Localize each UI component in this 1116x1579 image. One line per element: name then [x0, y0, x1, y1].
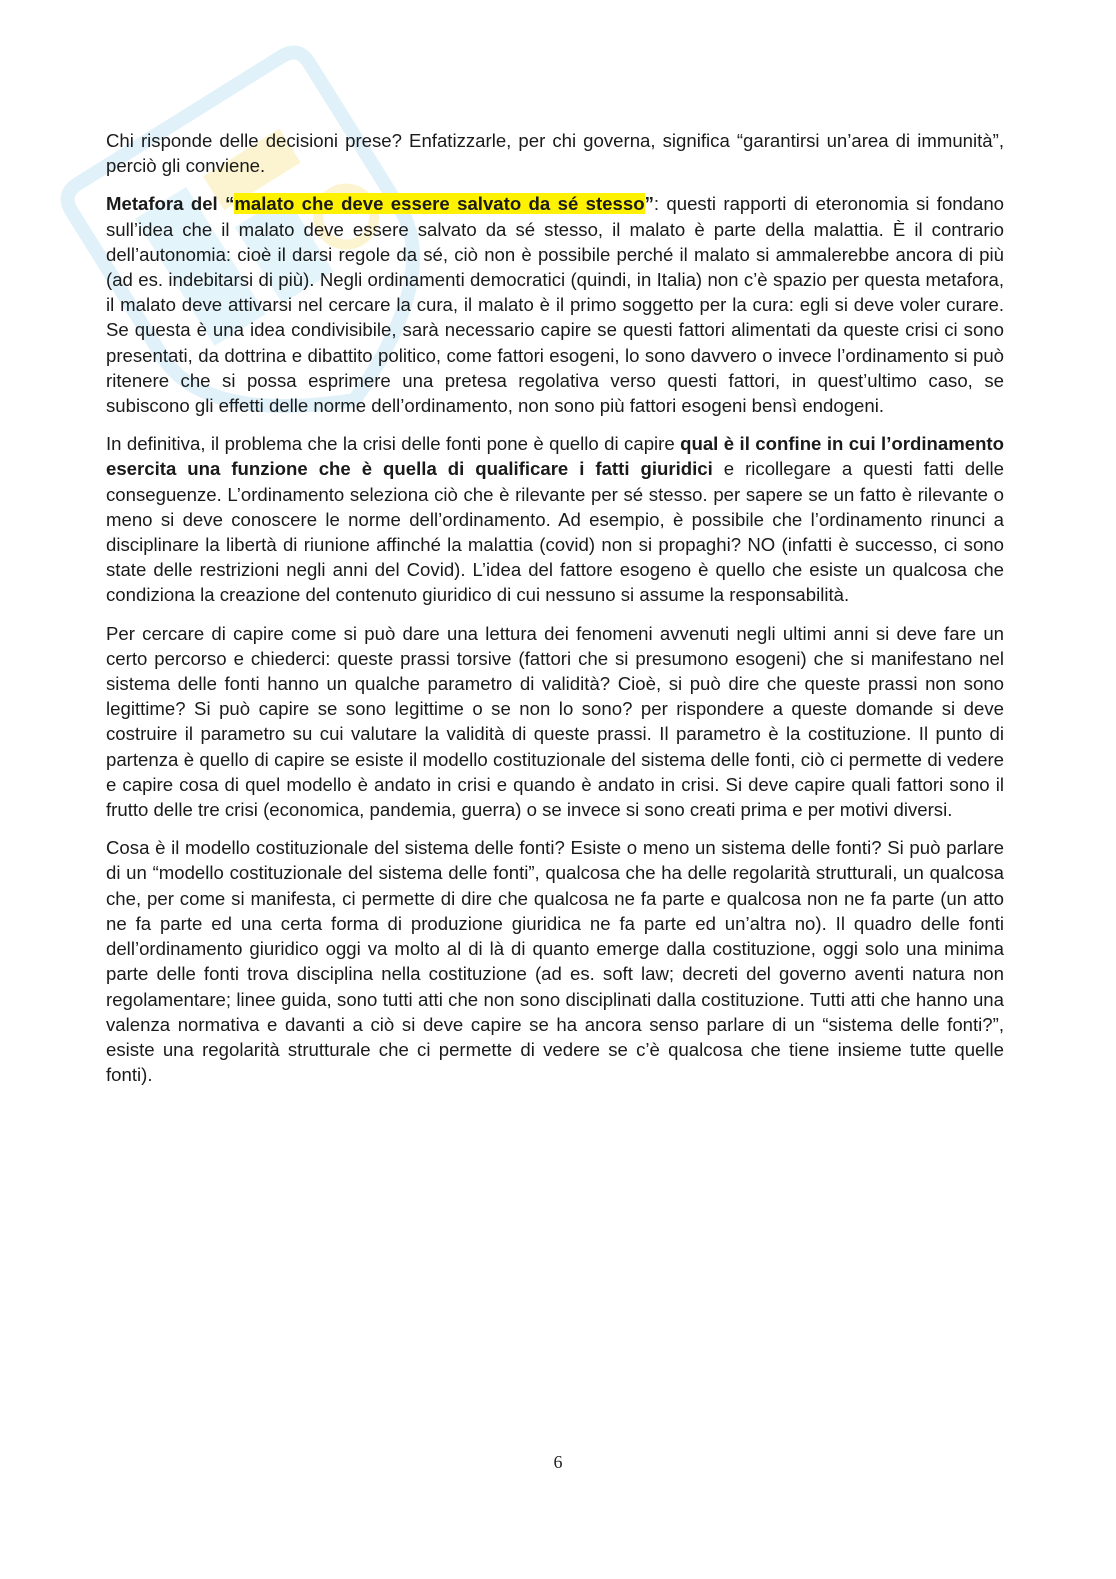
quote-open: “ — [225, 193, 235, 215]
paragraph-2 — [106, 191, 1004, 418]
bold-phrase: qual è il confine in cui l’ordinamento esercita una funzione che è quella di qualificare i fatti giuridici — [106, 433, 1004, 480]
paragraph-2-text: : questi rapporti di eteronomia si fondano sull’idea che il malato deve essere salvato da sé stesso, il malato è parte della malattia. È il contrario dell’autonomia: cioè il darsi regole da sé, ciò non è possibile perché il malato si ammalerebbe ancora di più (ad es. indebitarsi di più). Negli ordinamenti democratici (quindi, in Italia) non c’è spazio per questa metafora, il malato deve attivarsi nel cercare la cura, il malato è il primo soggetto per la cura: egli si deve voler curare. Se questa è una idea condivisibile, sarà necessario capire se questi fattori alimentati da queste crisi ci sono presentati, da dottrina e dibattito politico, come fattori esogeni, lo sono davvero o invece l’ordinamento si può ritenere che si possa esprimere una pretesa regolativa verso questi fattori, in quest’ultimo caso, se subiscono gli effetti delle norme dell’ordinamento, non sono più fattori esogeni bensì endogeni. — [106, 193, 1005, 417]
paragraph-3-lead: In definitiva, il problema che la crisi delle fonti pone è quello di capire — [106, 433, 681, 455]
paragraph-5: Cosa è il modello costituzionale del sistema delle fonti? Esiste o meno un sistema delle fonti? Si può parlare di un “modello costituzionale del sistema delle fonti”, qualcosa che ha delle regolarità strutturali, un qualcosa che, per come si manifesta, ci permette di dire che qualcosa ne fa parte e qualcosa non ne fa parte (un atto ne fa parte ed una certa forma di produzione giuridica ne fa parte ed un’altra no). Il quadro delle fonti dell’ordinamento giuridico oggi va molto al di là di quanto emerge dalla costituzione, oggi solo una minima parte delle fonti trova disciplina nella costituzione (ad es. soft law; decreti del governo aventi natura non regolamentare; linee guida, sono tutti atti che non sono disciplinati dalla costituzione. Tutti atti che hanno una valenza normativa e davanti a ciò si deve capire se ha ancora senso parlare di un “sistema delle fonti?”, esiste una regolarità strutturale che ci permette di vedere se c’è qualcosa che tiene insieme tutte quelle fonti). — [106, 837, 1004, 1086]
page-number: 6 — [553, 1452, 563, 1472]
metaphor-lead: Metafora del — [106, 193, 226, 215]
quote-close: ” — [644, 193, 654, 215]
paragraph-3 — [106, 431, 1004, 607]
document-body — [106, 128, 1004, 1100]
highlighted-phrase: malato che deve essere salvato da sé stesso — [234, 193, 645, 215]
paragraph-4: Per cercare di capire come si può dare una lettura dei fenomeni avvenuti negli ultimi anni si deve fare un certo percorso e chiederci: queste prassi torsive (fattori che si presumono esogeni) che si manifestano nel sistema delle fonti hanno un qualche parametro di validità? Cioè, si può dire che queste prassi non sono legittime? Si può capire se sono legittime o se non lo sono? per rispondere a queste domande si deve costruire il parametro su cui valutare la validità di queste prassi. Il parametro è la costituzione. Il punto di partenza è quello di capire se esiste il modello costituzionale del sistema delle fonti, ciò ci permette di vedere e capire cosa di quel modello è andato in crisi e quando è andato in crisi. Si deve capire quali fattori sono il frutto delle tre crisi (economica, pandemia, guerra) o se invece si sono creati prima e per motivi diversi. — [106, 622, 1004, 821]
paragraph-3-text: e ricollegare a questi fatti delle conseguenze. L’ordinamento seleziona ciò che è rilevante per sé stesso. per sapere se un fatto è rilevante o meno si deve conoscere le norme dell’ordinamento. Ad esempio, è possibile che l’ordinamento rinunci a disciplinare la libertà di riunione affinché la malattia (covid) non si propaghi? NO (infatti è successo, ci sono state delle restrizioni negli anni del Covid). L’idea del fattore esogeno è quello che esiste un qualcosa che condiziona la creazione del contenuto giuridico di cui nessuno si assume la responsabilità. — [106, 458, 1004, 606]
paragraph-1: Chi risponde delle decisioni prese? Enfatizzarle, per chi governa, significa “garantirsi un’area di immunità”, perciò gli conviene. — [106, 130, 1004, 177]
